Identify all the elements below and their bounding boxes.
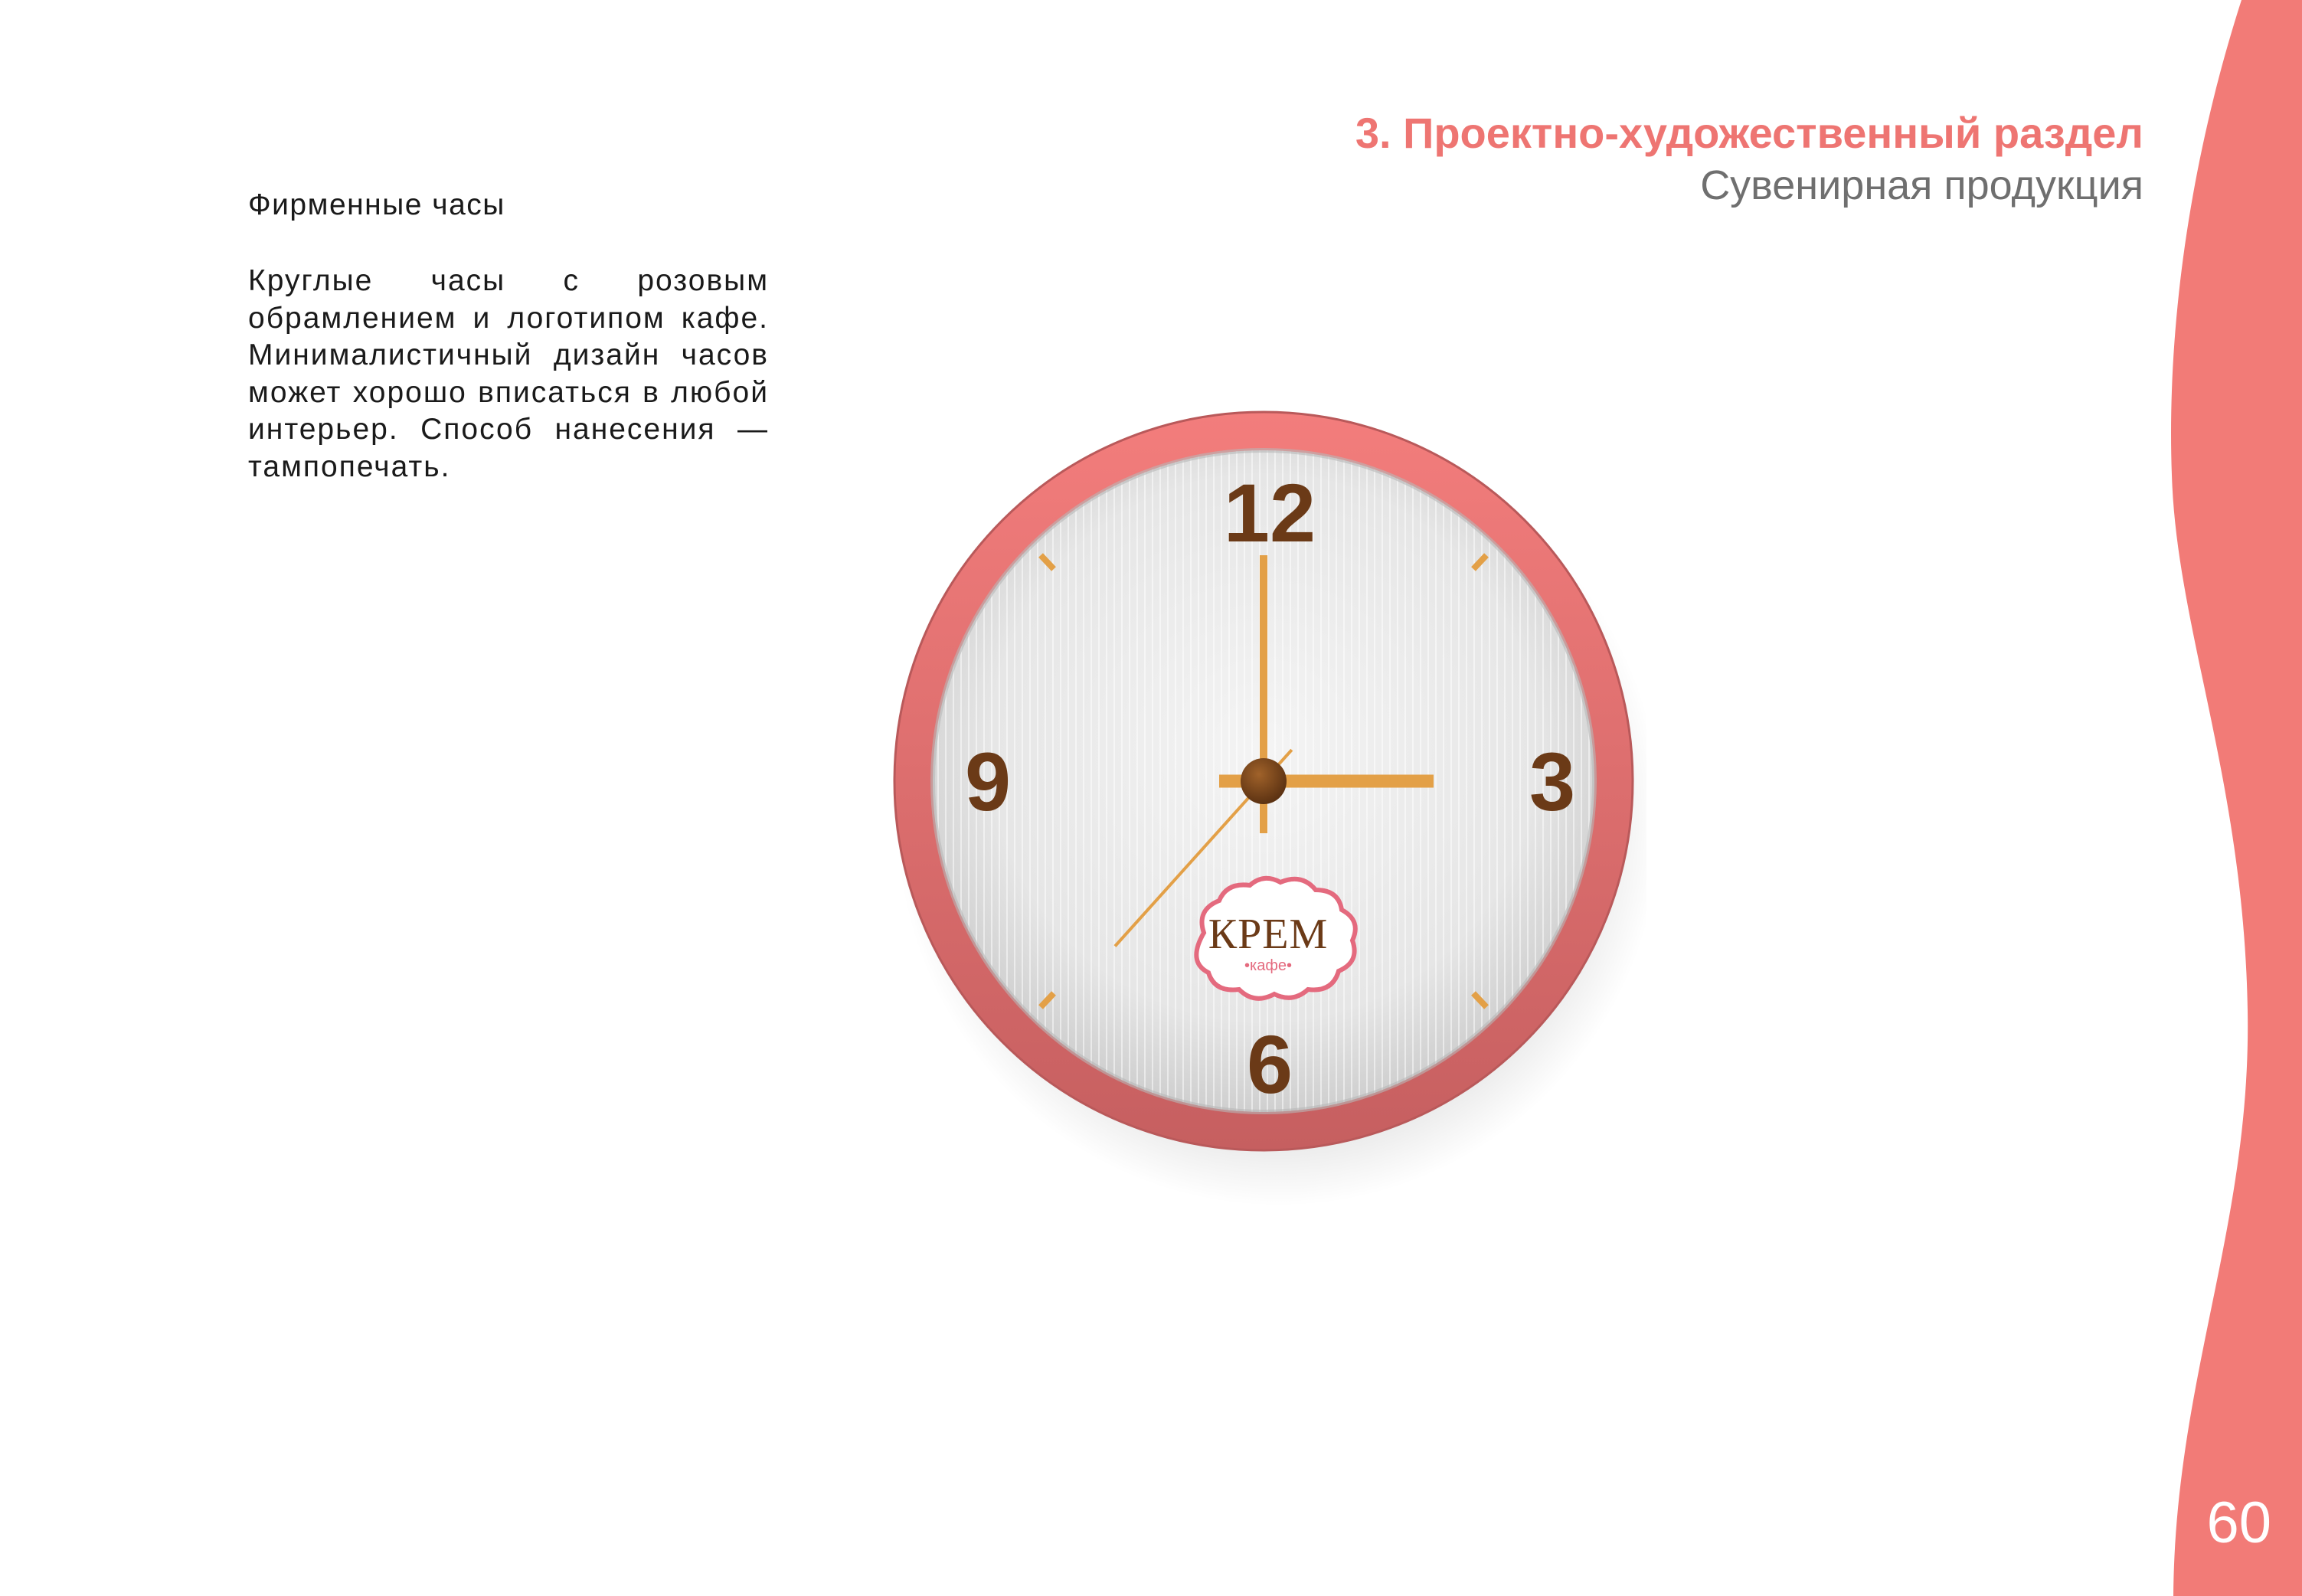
content-title: Фирменные часы	[248, 188, 505, 221]
page-number: 60	[2206, 1490, 2271, 1555]
logo-tagline: •кафе•	[1244, 957, 1292, 974]
numeral-9: 9	[964, 735, 1012, 828]
numeral-6: 6	[1246, 1018, 1293, 1110]
page-header	[1355, 107, 2143, 211]
section-title: 3. Проектно-художественный раздел	[1355, 109, 2143, 157]
wave-shape	[2171, 0, 2302, 1596]
center-hub	[1241, 758, 1287, 804]
logo-name: КРЕМ	[1208, 911, 1329, 958]
section-subtitle: Сувенирная продукция	[1700, 162, 2143, 208]
content-description: Круглые часы с розовым обрамлением и логотипом кафе. Минималистичный дизайн часов может хорошо вписаться в любой интерьер. Способ нанесения — тампопечать.	[248, 264, 769, 483]
wall-clock	[881, 391, 1646, 1233]
cafe-logo	[1196, 878, 1355, 999]
numeral-3: 3	[1529, 735, 1576, 828]
numeral-12: 12	[1223, 466, 1316, 559]
